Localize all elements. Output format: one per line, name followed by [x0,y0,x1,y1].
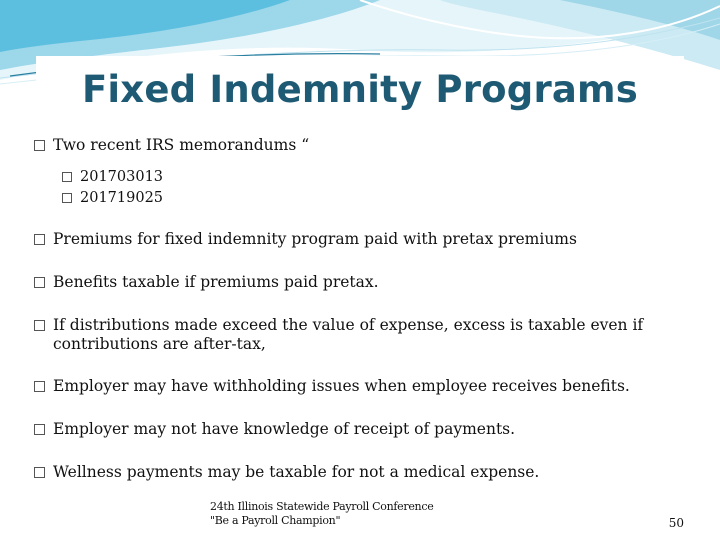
bullet-text: Premiums for fixed indemnity program paid with pretax premiums [53,230,577,248]
bullet-text: Benefits taxable if premiums paid pretax. [53,273,379,291]
footer [210,500,433,528]
footer-line-2: "Be a Payroll Champion" [210,514,341,527]
sub-bullet-item [62,168,702,187]
bullet-item [34,420,674,439]
slide-title: Fixed Indemnity Programs [81,67,639,111]
bullet-text: Wellness payments may be taxable for not a medical expense. [53,463,540,481]
title-box [36,56,684,122]
bullet-text: Two recent IRS memorandums “ [53,136,310,154]
bullet-item [34,377,674,396]
box-bullet-icon [34,424,45,435]
bullet-text: Employer may not have knowledge of receipt of payments. [53,420,516,438]
bullet-item [34,230,674,249]
bullet-item [34,136,674,155]
box-bullet-icon [34,381,45,392]
box-bullet-icon [34,140,45,151]
page-number: 50 [668,516,684,530]
bullet-text: 201703013 [80,169,164,185]
sub-bullet-item [62,189,702,208]
bullet-text: Employer may have withholding issues when employee receives benefits. [53,377,630,395]
bullet-item [34,273,674,292]
bullet-text: 201719025 [80,190,164,206]
box-bullet-icon [34,234,45,245]
bullet-item [34,316,674,354]
box-bullet-icon [34,320,45,331]
bullet-item [34,463,674,482]
box-bullet-icon [62,172,72,182]
footer-line-1: 24th Illinois Statewide Payroll Conference [210,500,434,513]
box-bullet-icon [34,467,45,478]
box-bullet-icon [62,193,72,203]
box-bullet-icon [34,277,45,288]
bullet-text: If distributions made exceed the value of expense, excess is taxable even if contributions are after-tax, [53,316,644,353]
